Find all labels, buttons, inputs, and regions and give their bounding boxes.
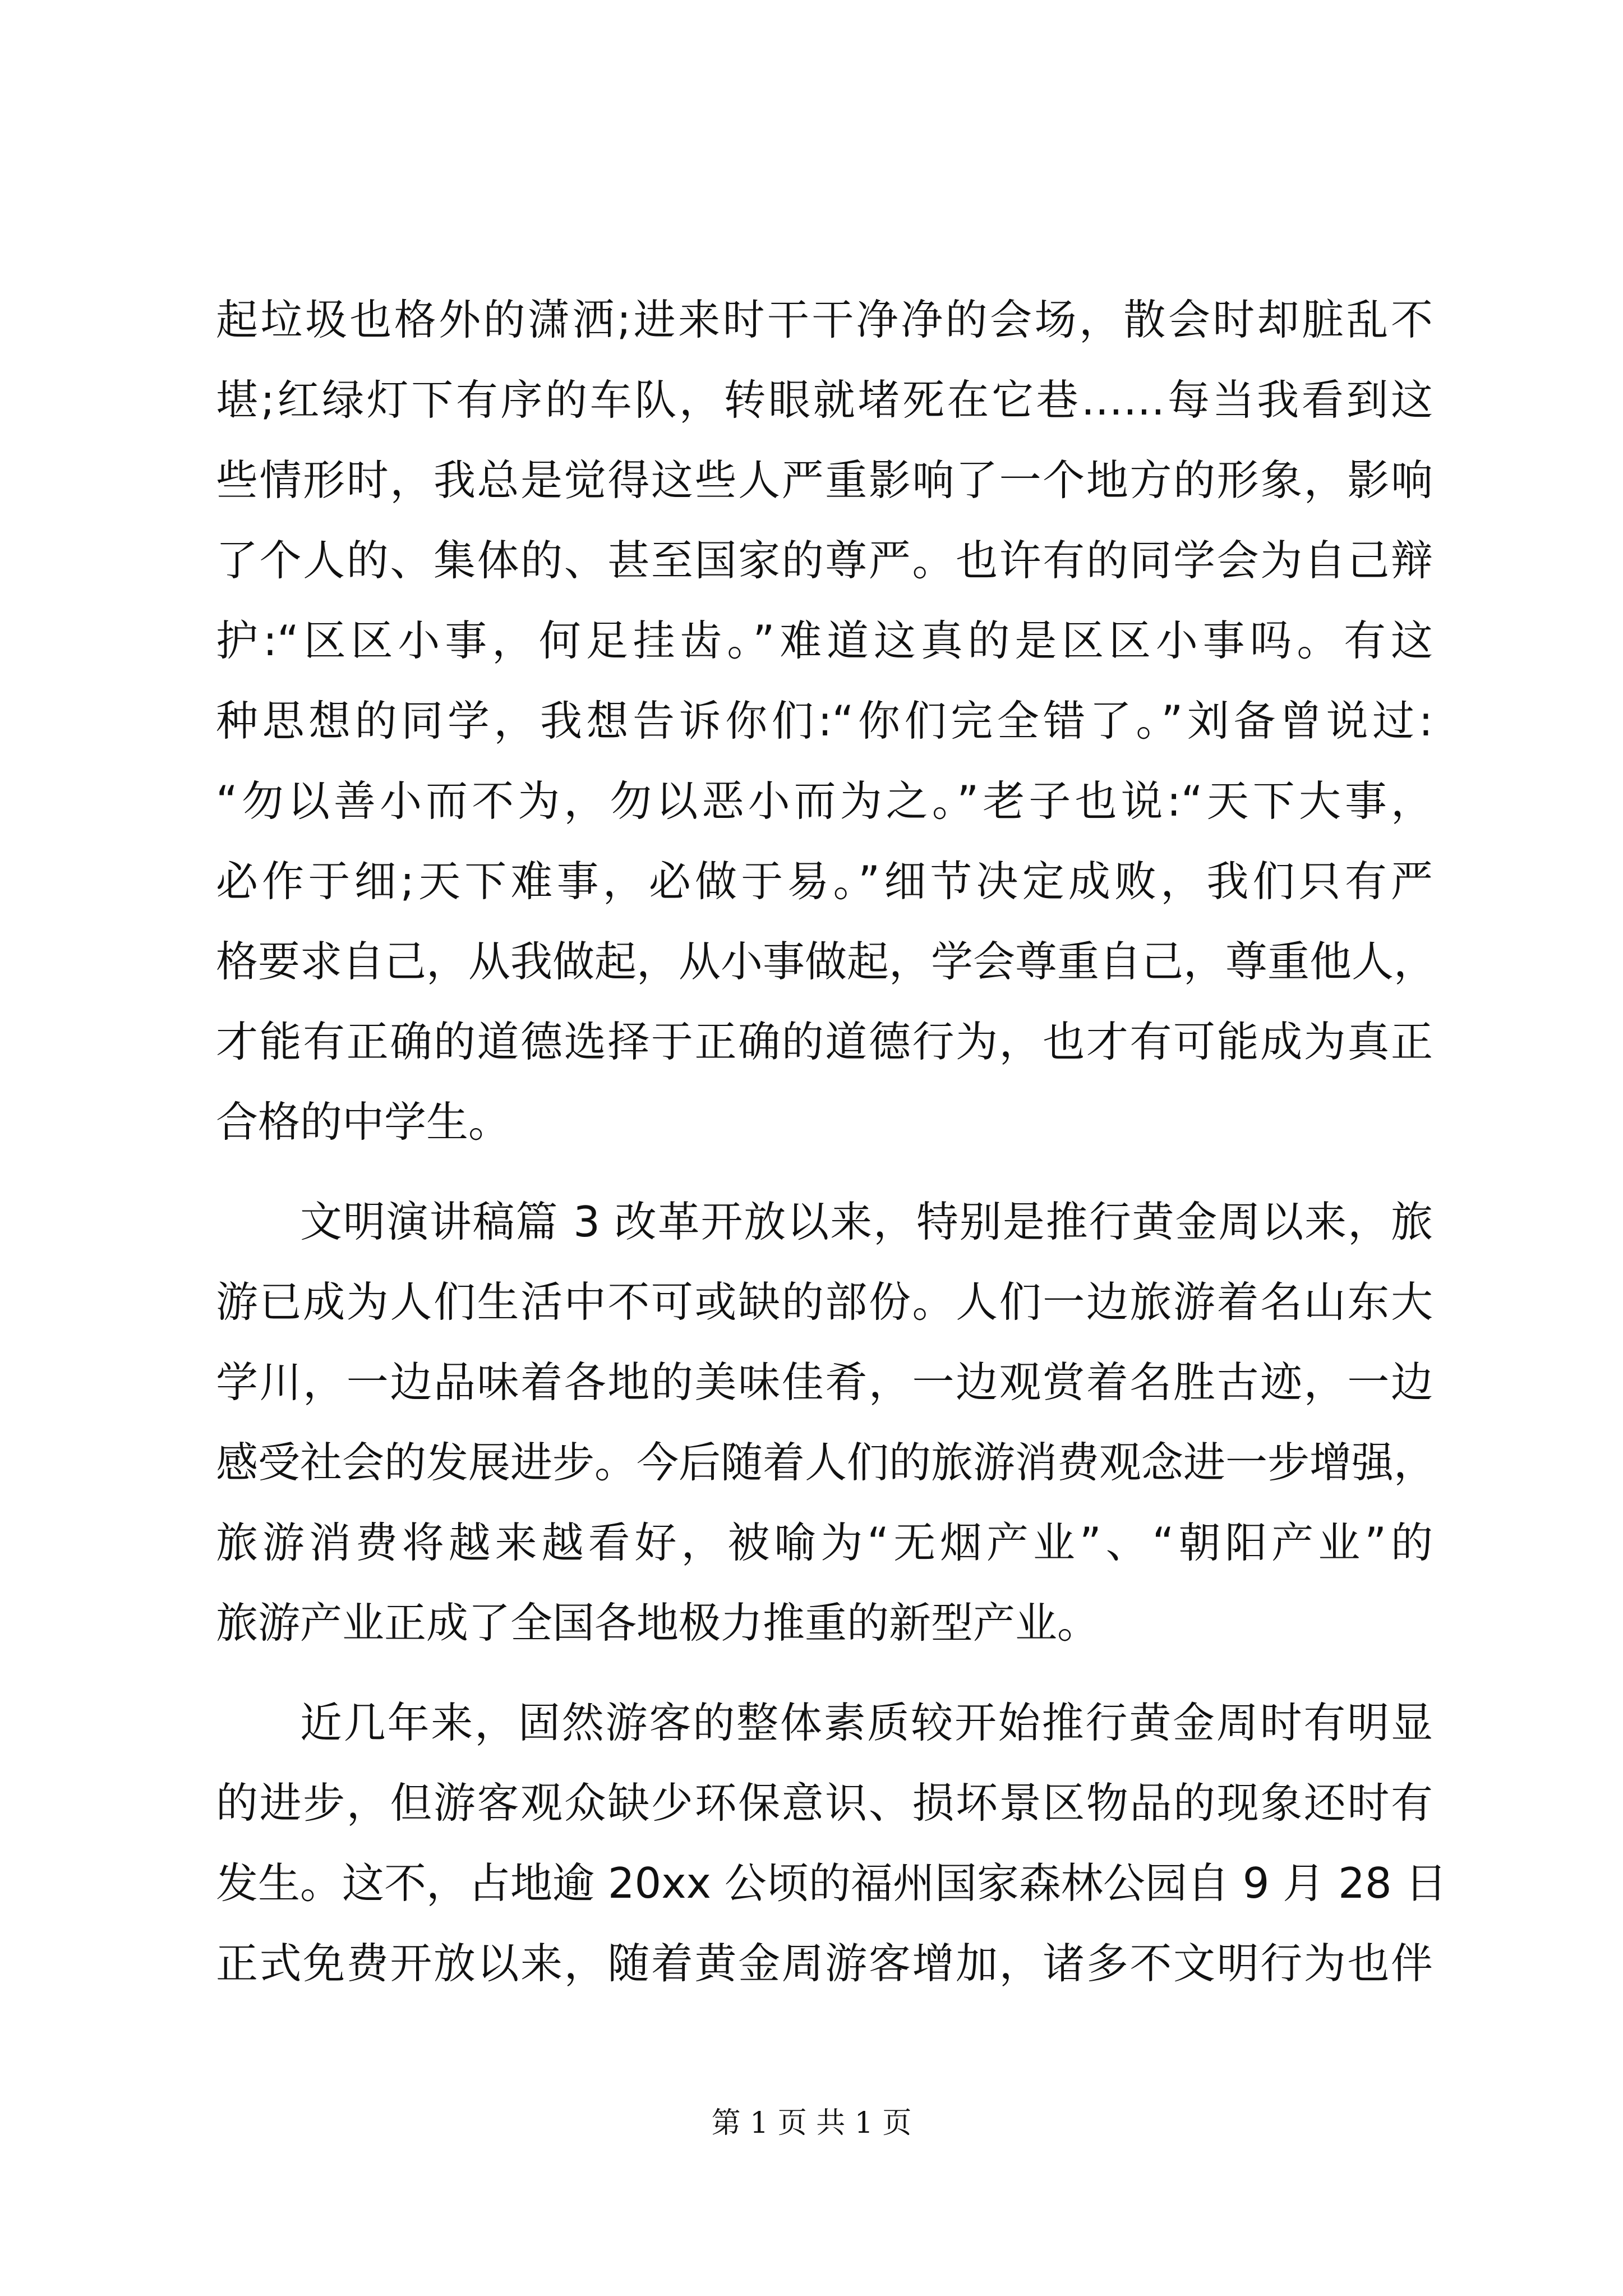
text-line: 才能有正确的道德选择于正确的道德行为，也才有可能成为真正 <box>216 1017 1433 1066</box>
text-line: 必作于细;天下难事，必做于易。”细节决定成败，我们只有严 <box>216 857 1433 906</box>
text-line: “勿以善小而不为，勿以恶小而为之。”老子也说:“天下大事， <box>216 776 1433 826</box>
text-line: 了个人的、集体的、甚至国家的尊严。也许有的同学会为自己辩 <box>216 536 1433 585</box>
text-line: 游已成为人们生活中不可或缺的部份。人们一边旅游着名山东大 <box>216 1277 1433 1327</box>
text-line: 旅游产业正成了全国各地极力推重的新型产业。 <box>216 1598 1100 1648</box>
text-line: 起垃圾也格外的潇洒;进来时干干净净的会场，散会时却脏乱不 <box>216 295 1433 344</box>
text-line: 护:“区区小事，何足挂齿。”难道这真的是区区小事吗。有这 <box>216 616 1433 665</box>
paragraph-first-line: 文明演讲稿篇 3 改革开放以来，特别是推行黄金周以来，旅 <box>300 1197 1433 1246</box>
text-line: 格要求自己，从我做起，从小事做起，学会尊重自己，尊重他人， <box>216 937 1436 986</box>
text-line: 感受社会的发展进步。今后随着人们的旅游消费观念进一步增强， <box>216 1438 1436 1487</box>
text-line: 正式免费开放以来，随着黄金周游客增加，诸多不文明行为也伴 <box>216 1939 1433 1988</box>
page-number-footer: 第 1 页 共 1 页 <box>711 2106 912 2140</box>
text-line: 种思想的同学，我想告诉你们:“你们完全错了。”刘备曾说过: <box>216 696 1433 746</box>
text-line: 学川，一边品味着各地的美味佳肴，一边观赏着名胜古迹，一边 <box>216 1358 1433 1407</box>
text-line: 发生。这不，占地逾 20xx 公顷的福州国家森林公园自 9 月 28 日 <box>216 1858 1447 1908</box>
text-line: 堪;红绿灯下有序的车队，转眼就堵死在它巷……每当我看到这 <box>216 375 1433 425</box>
text-line: 的进步，但游客观众缺少环保意识、损坏景区物品的现象还时有 <box>216 1778 1433 1828</box>
text-line: 合格的中学生。 <box>216 1097 511 1147</box>
text-line: 些情形时，我总是觉得这些人严重影响了一个地方的形象，影响 <box>216 455 1433 505</box>
text-line: 旅游消费将越来越看好，被喻为“无烟产业”、“朝阳产业”的 <box>216 1518 1433 1567</box>
paragraph-first-line: 近几年来，固然游客的整体素质较开始推行黄金周时有明显 <box>300 1698 1433 1747</box>
